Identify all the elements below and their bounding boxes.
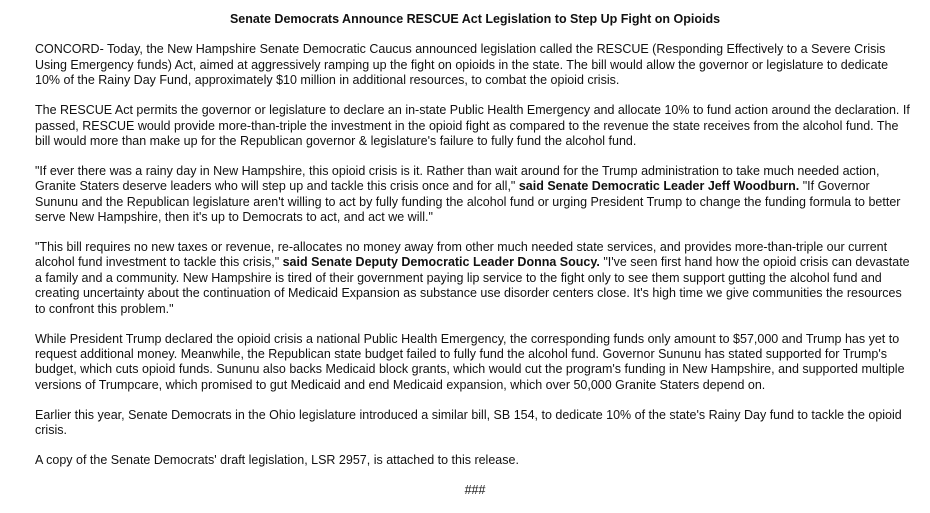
paragraph-intro: CONCORD- Today, the New Hampshire Senate Democratic Caucus announced legislation called the RESCUE (Responding Effectively to a Severe Crisis Using Emergency funds) Act, aimed at aggressively ramping up the fight on opioids in the state. The bill would allow the governor or legislature to dedicate 10% of the Rainy Day Fund, approximately $10 million in additional resources, to combat the opioid crisis. [35,42,889,88]
page-title: Senate Democrats Announce RESCUE Act Legislation to Step Up Fight on Opioids [229,12,721,26]
woodburn-attribution: said Senate Democratic Leader Jeff Woodburn. [518,179,800,194]
paragraph-woodburn-quote [35,164,915,226]
woodburn-quote-end: "If Governor Sununu and the Republican legislature aren't willing to act by fully funding the alcohol fund or urging President Trump to change the funding formula to better serve New Hampshire, then it's up to Democrats to act, and act we will." [35,179,901,225]
paragraph-trump-funding: While President Trump declared the opioid crisis a national Public Health Emergency, the corresponding funds only amount to $57,000 and Trump has yet to request additional money. Meanwhile, the Republican state budget failed to fully fund the alcohol fund. Governor Sununu has stated supported for Trump's budget, which cuts opioid funds. Sununu also backs Medicaid block grants, which would cut the program's funding in New Hampshire, and supported multiple versions of Trumpcare, which promised to gut Medicaid and end Medicaid expansion, which over 50,000 Granite Staters depend on. [35,331,905,392]
paragraph-rescue-act: The RESCUE Act permits the governor or legislature to declare an in-state Public Health Emergency and allocate 10% to fund action around the declaration. If passed, RESCUE would provide more-than-triple the investment in the opioid fight as compared to the revenue the state receives from the alcohol fund. The bill would more than make up for the Republican governor & legislature's failure to fully fund the alcohol fund. [35,103,910,148]
soucy-quote-end: "I've seen first hand how the opioid crisis can devastate a family and a community. New Hampshire is tired of their government paying lip service to the fight only to see them support gutting the alcohol fund and creating uncertainty about the continuation of Medicaid Expansion as substance use disorder centers close. It's high time we give communities the resources to confront this problem." [35,255,910,316]
end-mark: ### [464,482,486,497]
paragraph-soucy-quote [35,240,915,317]
soucy-attribution: said Senate Deputy Democratic Leader Donna Soucy. [282,255,600,270]
soucy-quote-start: "This bill requires no new taxes or revenue, re-allocates no money away from other much needed state services, and provides more-than-triple our current alcohol fund investment to tackle this crisis," [35,239,888,270]
woodburn-quote-start: "If ever there was a rainy day in New Hampshire, this opioid crisis is it. Rather than wait around for the Trump administration to take much needed action, Granite Staters deserve leaders who will step up and tackle this crisis once and for all," [35,163,880,194]
press-release [35,12,915,513]
paragraph-ohio-bill: Earlier this year, Senate Democrats in the Ohio legislature introduced a similar bill, SB 154, to dedicate 10% of the state's Rainy Day fund to tackle the opioid crisis. [35,407,902,438]
paragraph-attachment: A copy of the Senate Democrats' draft legislation, LSR 2957, is attached to this release. [35,452,519,467]
